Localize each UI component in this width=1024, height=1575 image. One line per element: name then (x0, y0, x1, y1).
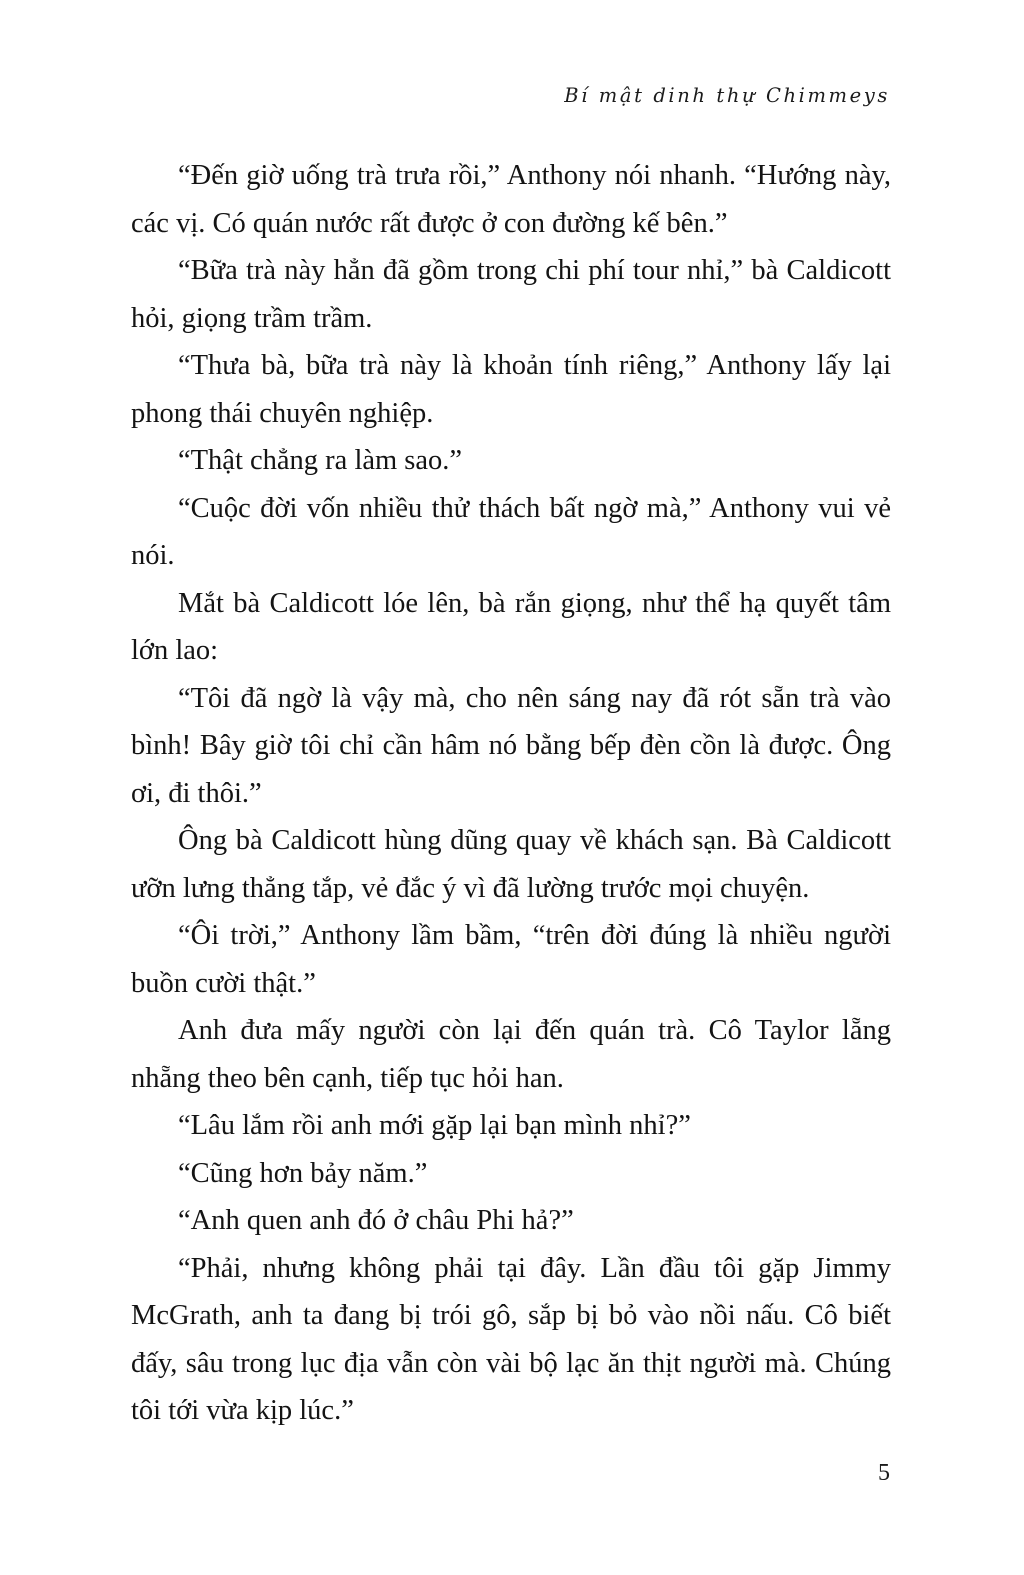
paragraph: “Tôi đã ngờ là vậy mà, cho nên sáng nay đã rót sẵn trà vào bình! Bây giờ tôi chỉ cần hâm nó bằng bếp đèn cồn là được. Ông ơi, đi thôi.” (131, 682, 891, 809)
paragraph: Ông bà Caldicott hùng dũng quay về khách sạn. Bà Caldicott ưỡn lưng thẳng tắp, vẻ đắc ý vì đã lường trước mọi chuyện. (131, 825, 891, 904)
paragraph: “Bữa trà này hẳn đã gồm trong chi phí tour nhỉ,” bà Caldicott hỏi, giọng trầm trầm. (131, 255, 891, 334)
paragraph: “Cuộc đời vốn nhiều thử thách bất ngờ mà,” Anthony vui vẻ nói. (131, 492, 891, 571)
paragraph: “Phải, nhưng không phải tại đây. Lần đầu tôi gặp Jimmy McGrath, anh ta đang bị trói gô, sắp bị bỏ vào nồi nấu. Cô biết đấy, sâu trong lục địa vẫn còn vài bộ lạc ăn thịt người mà. Chúng tôi tới vừa kịp lúc.” (131, 1252, 891, 1426)
paragraph: “Ôi trời,” Anthony lầm bầm, “trên đời đúng là nhiều người buồn cười thật.” (131, 920, 891, 999)
paragraph: “Thưa bà, bữa trà này là khoản tính riêng,” Anthony lấy lại phong thái chuyên nghiệp. (131, 350, 891, 429)
paragraph: “Thật chẳng ra làm sao.” (178, 445, 463, 476)
body-text (131, 152, 891, 1435)
paragraph: Anh đưa mấy người còn lại đến quán trà. Cô Taylor lẵng nhẵng theo bên cạnh, tiếp tục hỏi han. (131, 1015, 891, 1094)
paragraph: “Đến giờ uống trà trưa rồi,” Anthony nói nhanh. “Hướng này, các vị. Có quán nước rất được ở con đường kế bên.” (131, 160, 891, 239)
paragraph: “Anh quen anh đó ở châu Phi hả?” (178, 1205, 574, 1236)
paragraph: “Lâu lắm rồi anh mới gặp lại bạn mình nhỉ?” (178, 1110, 691, 1141)
running-head: Bí mật dinh thự Chimmeys (564, 84, 890, 107)
page-number: 5 (878, 1460, 890, 1486)
paragraph: Mắt bà Caldicott lóe lên, bà rắn giọng, như thể hạ quyết tâm lớn lao: (131, 587, 891, 666)
paragraph: “Cũng hơn bảy năm.” (178, 1157, 428, 1189)
